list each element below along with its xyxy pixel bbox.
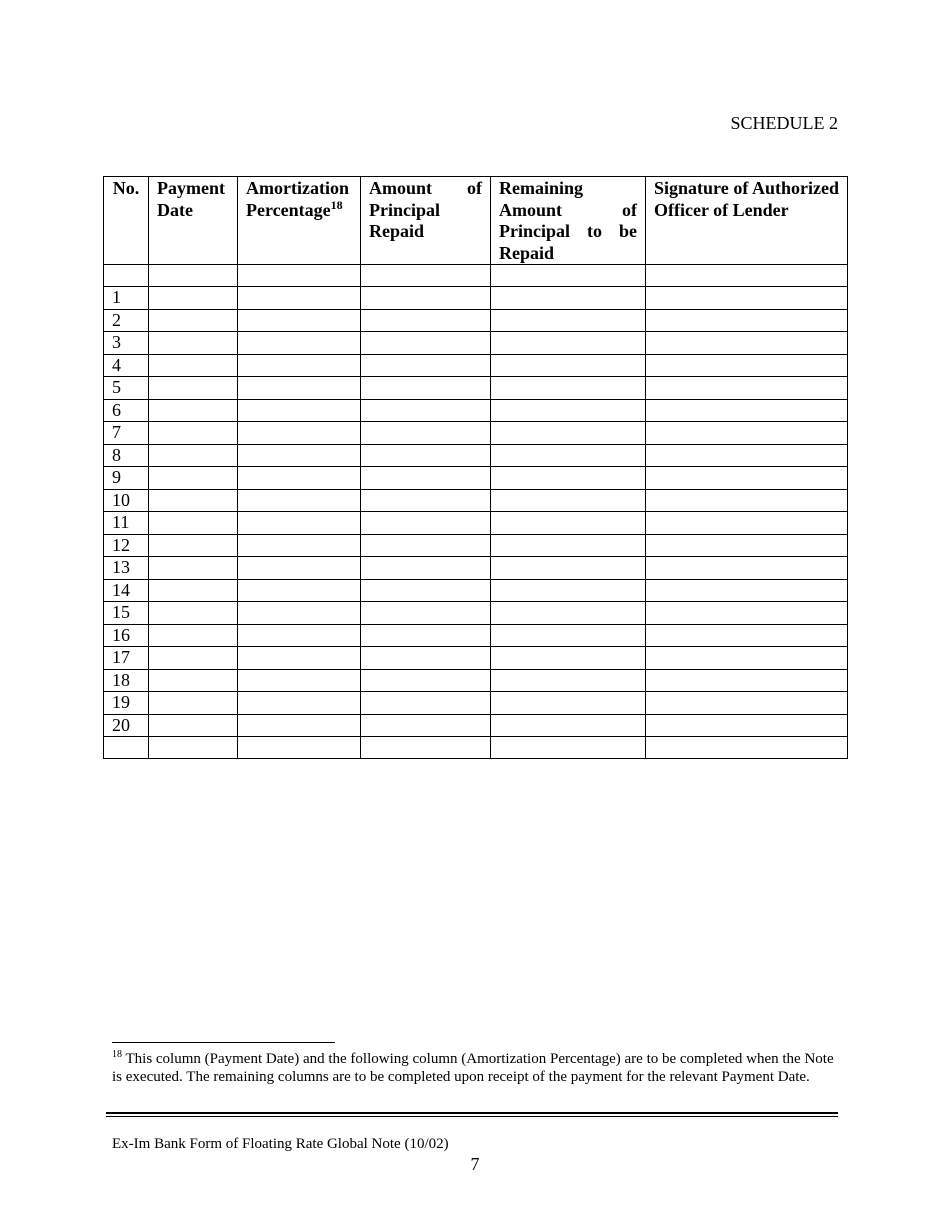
row-number-cell: 7 <box>104 422 149 445</box>
row-number-cell: 13 <box>104 557 149 580</box>
remaining-amount-cell[interactable] <box>491 332 646 355</box>
remaining-amount-cell[interactable] <box>491 579 646 602</box>
footnote-reference: 18 <box>330 197 343 212</box>
remaining-amount-cell[interactable] <box>491 602 646 625</box>
remaining-amount-cell[interactable] <box>491 422 646 445</box>
row-number-cell: 4 <box>104 354 149 377</box>
payment-date-cell[interactable] <box>149 467 238 490</box>
row-number-cell: 10 <box>104 489 149 512</box>
signature-cell[interactable] <box>646 287 848 310</box>
table-row <box>104 512 848 535</box>
row-number-cell: 1 <box>104 287 149 310</box>
row-number-cell: 11 <box>104 512 149 535</box>
table-header-row <box>104 177 848 265</box>
payment-date-cell[interactable] <box>149 354 238 377</box>
table-body <box>104 265 848 759</box>
footer-double-rule <box>106 1112 838 1117</box>
signature-cell[interactable] <box>646 399 848 422</box>
table-row <box>104 332 848 355</box>
remaining-amount-cell[interactable] <box>491 287 646 310</box>
amortization-percentage-cell[interactable] <box>238 669 361 692</box>
header-amortization-percentage <box>238 177 361 265</box>
remaining-amount-cell[interactable] <box>491 354 646 377</box>
signature-cell[interactable] <box>646 265 848 287</box>
payment-date-cell[interactable] <box>149 377 238 400</box>
signature-cell[interactable] <box>646 579 848 602</box>
footnote-marker: 18 <box>112 1049 122 1060</box>
payment-date-cell[interactable] <box>149 332 238 355</box>
signature-cell[interactable] <box>646 332 848 355</box>
amount-repaid-cell[interactable] <box>361 714 491 737</box>
row-number-cell: 2 <box>104 309 149 332</box>
amortization-percentage-cell[interactable] <box>238 557 361 580</box>
amortization-percentage-cell[interactable] <box>238 399 361 422</box>
row-number-cell: 5 <box>104 377 149 400</box>
amount-repaid-cell[interactable] <box>361 422 491 445</box>
amount-repaid-cell[interactable] <box>361 624 491 647</box>
amortization-percentage-cell[interactable] <box>238 737 361 759</box>
header-amount-principal-repaid: Amount of Principal Repaid <box>361 177 491 265</box>
table-row <box>104 377 848 400</box>
header-amortization-percentage-label: Amortization Percentage <box>246 178 349 220</box>
footnote-divider <box>112 1042 335 1043</box>
row-number-cell: 18 <box>104 669 149 692</box>
payment-date-cell[interactable] <box>149 399 238 422</box>
table-row <box>104 737 848 759</box>
table-row <box>104 309 848 332</box>
amortization-percentage-cell[interactable] <box>238 332 361 355</box>
signature-cell[interactable] <box>646 422 848 445</box>
amortization-percentage-cell[interactable] <box>238 444 361 467</box>
remaining-amount-cell[interactable] <box>491 377 646 400</box>
row-number-cell: 20 <box>104 714 149 737</box>
amortization-percentage-cell[interactable] <box>238 287 361 310</box>
remaining-amount-cell[interactable] <box>491 669 646 692</box>
amortization-percentage-cell[interactable] <box>238 579 361 602</box>
remaining-amount-cell[interactable] <box>491 647 646 670</box>
amortization-percentage-cell[interactable] <box>238 489 361 512</box>
amount-repaid-cell[interactable] <box>361 354 491 377</box>
footer-form-name: Ex-Im Bank Form of Floating Rate Global Note (10/02) <box>112 1136 449 1152</box>
schedule-title: SCHEDULE 2 <box>730 113 838 133</box>
remaining-amount-cell[interactable] <box>491 534 646 557</box>
table-row <box>104 444 848 467</box>
signature-cell[interactable] <box>646 444 848 467</box>
amortization-percentage-cell[interactable] <box>238 512 361 535</box>
payment-date-cell[interactable] <box>149 489 238 512</box>
row-number-cell <box>104 265 149 287</box>
signature-cell[interactable] <box>646 714 848 737</box>
row-number-cell: 6 <box>104 399 149 422</box>
amount-repaid-cell[interactable] <box>361 265 491 287</box>
table-row <box>104 602 848 625</box>
table-row <box>104 399 848 422</box>
amount-repaid-cell[interactable] <box>361 737 491 759</box>
remaining-amount-cell[interactable] <box>491 692 646 715</box>
table-row <box>104 422 848 445</box>
amount-repaid-cell[interactable] <box>361 332 491 355</box>
signature-cell[interactable] <box>646 624 848 647</box>
table-row <box>104 287 848 310</box>
table-row <box>104 467 848 490</box>
payment-date-cell[interactable] <box>149 737 238 759</box>
payment-date-cell[interactable] <box>149 692 238 715</box>
amortization-percentage-cell[interactable] <box>238 265 361 287</box>
remaining-amount-cell[interactable] <box>491 489 646 512</box>
remaining-amount-cell[interactable] <box>491 265 646 287</box>
signature-cell[interactable] <box>646 534 848 557</box>
amount-repaid-cell[interactable] <box>361 399 491 422</box>
amortization-percentage-cell[interactable] <box>238 624 361 647</box>
table-row <box>104 534 848 557</box>
remaining-amount-cell[interactable] <box>491 714 646 737</box>
signature-cell[interactable] <box>646 557 848 580</box>
payment-date-cell[interactable] <box>149 557 238 580</box>
signature-cell[interactable] <box>646 669 848 692</box>
table-row <box>104 557 848 580</box>
remaining-amount-cell[interactable] <box>491 444 646 467</box>
signature-cell[interactable] <box>646 489 848 512</box>
amount-repaid-cell[interactable] <box>361 602 491 625</box>
amount-repaid-cell[interactable] <box>361 534 491 557</box>
remaining-amount-cell[interactable] <box>491 467 646 490</box>
remaining-amount-cell[interactable] <box>491 557 646 580</box>
signature-cell[interactable] <box>646 602 848 625</box>
amortization-percentage-cell[interactable] <box>238 377 361 400</box>
row-number-cell: 15 <box>104 602 149 625</box>
payment-date-cell[interactable] <box>149 512 238 535</box>
footnote <box>112 1050 838 1086</box>
table-row <box>104 647 848 670</box>
row-number-cell: 9 <box>104 467 149 490</box>
amount-repaid-cell[interactable] <box>361 377 491 400</box>
amount-repaid-cell[interactable] <box>361 557 491 580</box>
row-number-cell: 3 <box>104 332 149 355</box>
row-number-cell: 17 <box>104 647 149 670</box>
header-no: No. <box>104 177 149 265</box>
amortization-percentage-cell[interactable] <box>238 309 361 332</box>
signature-cell[interactable] <box>646 737 848 759</box>
table-row <box>104 265 848 287</box>
amortization-percentage-cell[interactable] <box>238 422 361 445</box>
signature-cell[interactable] <box>646 647 848 670</box>
payment-date-cell[interactable] <box>149 422 238 445</box>
table-row <box>104 354 848 377</box>
signature-cell[interactable] <box>646 309 848 332</box>
row-number-cell: 16 <box>104 624 149 647</box>
amount-repaid-cell[interactable] <box>361 692 491 715</box>
row-number-cell: 19 <box>104 692 149 715</box>
signature-cell[interactable] <box>646 377 848 400</box>
row-number-cell: 14 <box>104 579 149 602</box>
remaining-amount-cell[interactable] <box>491 399 646 422</box>
amount-repaid-cell[interactable] <box>361 467 491 490</box>
payment-date-cell[interactable] <box>149 647 238 670</box>
amortization-percentage-cell[interactable] <box>238 354 361 377</box>
amortization-percentage-cell[interactable] <box>238 467 361 490</box>
remaining-amount-cell[interactable] <box>491 624 646 647</box>
signature-cell[interactable] <box>646 467 848 490</box>
payment-date-cell[interactable] <box>149 265 238 287</box>
amount-repaid-cell[interactable] <box>361 579 491 602</box>
amortization-percentage-cell[interactable] <box>238 534 361 557</box>
table-row <box>104 669 848 692</box>
payment-date-cell[interactable] <box>149 309 238 332</box>
amortization-schedule-table <box>103 176 848 759</box>
row-number-cell: 8 <box>104 444 149 467</box>
row-number-cell: 12 <box>104 534 149 557</box>
footnote-text: This column (Payment Date) and the following column (Amortization Percentage) are to be completed when the Note is executed. The remaining columns are to be completed upon receipt of the payment for the relevant Payment Date. <box>112 1051 834 1085</box>
amortization-percentage-cell[interactable] <box>238 692 361 715</box>
amortization-percentage-cell[interactable] <box>238 714 361 737</box>
header-remaining-amount: Remaining Amount of Principal to be Repaid <box>491 177 646 265</box>
table-row <box>104 714 848 737</box>
amount-repaid-cell[interactable] <box>361 489 491 512</box>
remaining-amount-cell[interactable] <box>491 512 646 535</box>
payment-date-cell[interactable] <box>149 579 238 602</box>
payment-date-cell[interactable] <box>149 602 238 625</box>
table-row <box>104 692 848 715</box>
table-row <box>104 624 848 647</box>
signature-cell[interactable] <box>646 512 848 535</box>
page-number: 7 <box>470 1154 480 1174</box>
payment-date-cell[interactable] <box>149 624 238 647</box>
header-payment-date: Payment Date <box>149 177 238 265</box>
remaining-amount-cell[interactable] <box>491 737 646 759</box>
header-signature: Signature of Authorized Officer of Lender <box>646 177 848 265</box>
payment-date-cell[interactable] <box>149 287 238 310</box>
table-row <box>104 489 848 512</box>
amount-repaid-cell[interactable] <box>361 669 491 692</box>
signature-cell[interactable] <box>646 354 848 377</box>
payment-date-cell[interactable] <box>149 669 238 692</box>
signature-cell[interactable] <box>646 692 848 715</box>
remaining-amount-cell[interactable] <box>491 309 646 332</box>
payment-date-cell[interactable] <box>149 444 238 467</box>
payment-date-cell[interactable] <box>149 714 238 737</box>
amount-repaid-cell[interactable] <box>361 512 491 535</box>
amount-repaid-cell[interactable] <box>361 444 491 467</box>
payment-date-cell[interactable] <box>149 534 238 557</box>
amount-repaid-cell[interactable] <box>361 309 491 332</box>
amount-repaid-cell[interactable] <box>361 287 491 310</box>
table-row <box>104 579 848 602</box>
amortization-percentage-cell[interactable] <box>238 647 361 670</box>
amount-repaid-cell[interactable] <box>361 647 491 670</box>
row-number-cell <box>104 737 149 759</box>
amortization-percentage-cell[interactable] <box>238 602 361 625</box>
